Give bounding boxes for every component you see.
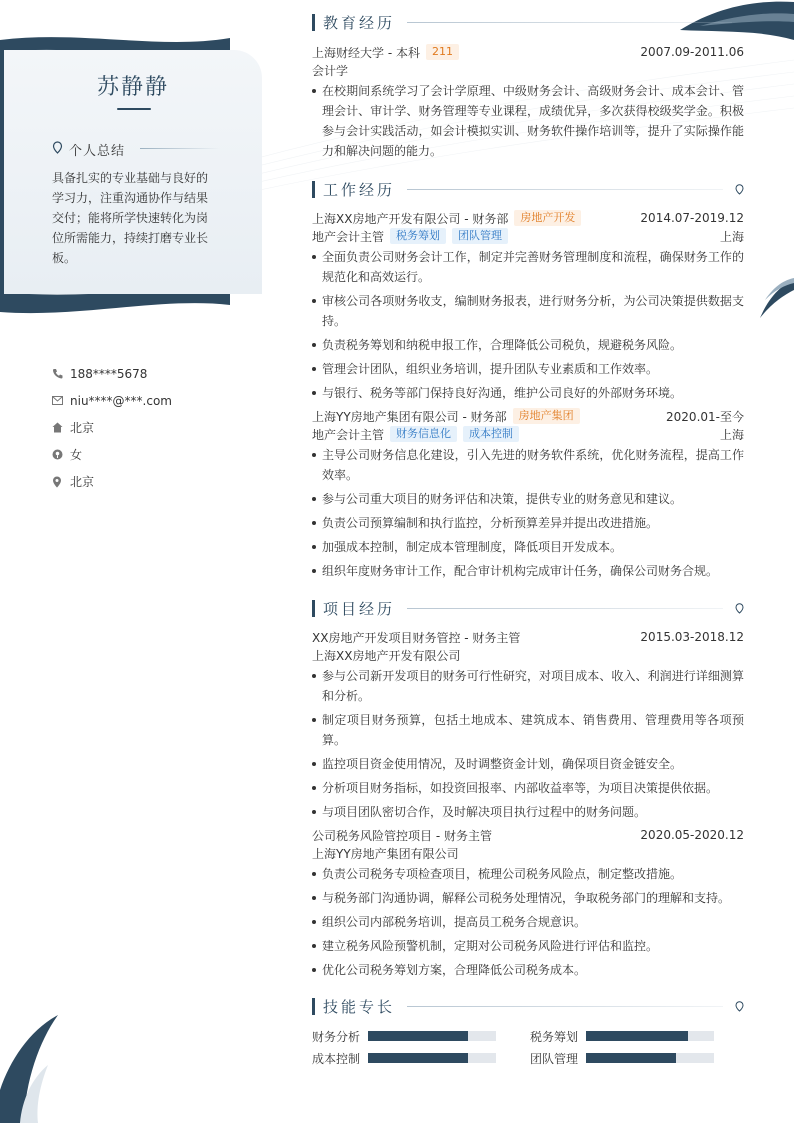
skill-fill [586,1031,688,1041]
project-row [312,826,744,844]
skill-fill [368,1031,468,1041]
candidate-name: 苏静静 [96,75,169,100]
project-row [312,628,744,646]
list-item: 与项目团队密切合作，及时解决项目执行过程中的财务问题。 [312,802,744,822]
job-row [312,407,744,425]
phone-icon [50,367,64,381]
skill-name: 税务筹划 [530,1029,579,1044]
location-pin-icon [735,997,744,1016]
list-item: 与银行、税务等部门保持良好沟通，维护公司良好的外部财务环境。 [312,383,744,403]
job-row [312,209,744,227]
list-item: 负责税务筹划和纳税申报工作，合理降低公司税负，规避税务风险。 [312,335,744,355]
contact-home [50,414,172,441]
skill-tag: 成本控制 [463,426,519,442]
skill-name: 财务分析 [312,1029,361,1044]
contact-home-value: 北京 [70,421,95,435]
skill-item [312,1027,530,1045]
job-role-row [312,425,744,443]
list-item: 全面负责公司财务会计工作，制定并完善财务管理制度和流程，确保财务工作的规范化和高效运行。 [312,247,744,287]
education-major: 会计学 [312,63,349,78]
education-section [312,11,744,165]
contact-gender-value: 女 [70,448,83,462]
summary-title: 个人总结 [69,144,126,159]
job-company: 上海XX房地产开发有限公司 - 财务部 [312,211,509,226]
skill-tag: 税务筹划 [390,228,446,244]
industry-tag: 房地产集团 [513,408,580,424]
list-item: 分析项目财务指标，如投资回报率、内部收益率等，为项目决策提供依据。 [312,778,744,798]
contact-email [50,387,172,414]
work-section [312,178,744,585]
skill-bar [368,1053,496,1063]
skill-name: 成本控制 [312,1051,361,1066]
skill-tag: 财务信息化 [390,426,457,442]
summary-heading-line [140,148,220,149]
project-org: 上海XX房地产开发有限公司 [312,648,461,663]
job-role-row [312,227,744,245]
skills-section [312,995,744,1067]
projects-heading: 项目经历 [312,597,744,619]
list-item: 优化公司税务筹划方案，合理降低公司税务成本。 [312,960,744,980]
list-item: 主导公司财务信息化建设，引入先进的财务软件系统，优化财务流程，提高工作效率。 [312,445,744,485]
job-date: 2014.07-2019.12 [640,211,744,225]
contact-location [50,468,172,495]
education-date: 2007.09-2011.06 [640,45,744,59]
skill-bar [586,1031,714,1041]
summary-heading [52,140,125,159]
list-item: 审核公司各项财务收支，编制财务报表，进行财务分析，为公司决策提供数据支持。 [312,291,744,331]
project-name: 公司税务风险管控项目 - 财务主管 [312,828,492,843]
list-item: 建立税务风险预警机制，定期对公司税务风险进行评估和监控。 [312,936,744,956]
skills-heading: 技能专长 [312,995,744,1017]
contact-phone-value: 188****5678 [70,366,148,381]
skill-item [530,1027,744,1045]
job-company: 上海YY房地产集团有限公司 - 财务部 [312,409,507,424]
location-pin-icon [735,180,744,199]
name-divider [117,108,151,110]
list-item: 负责公司税务专项检查项目，梳理公司税务风险点，制定整改措施。 [312,864,744,884]
job-role: 地产会计主管 [312,229,385,244]
skill-fill [586,1053,676,1063]
list-item: 加强成本控制，制定成本管理制度，降低项目开发成本。 [312,537,744,557]
skill-tag: 团队管理 [452,228,508,244]
location-pin-icon [52,141,63,158]
skill-bar [368,1031,496,1041]
contact-gender [50,441,172,468]
job-date: 2020.01-至今 [666,409,744,424]
contact-location-value: 北京 [70,475,95,489]
school-tag: 211 [426,44,459,60]
skill-item [530,1049,744,1067]
skill-name: 团队管理 [530,1051,579,1066]
mail-icon [50,394,64,408]
list-item: 组织年度财务审计工作，配合审计机构完成审计任务，确保公司财务合规。 [312,561,744,581]
skill-bar [586,1053,714,1063]
list-item: 制定项目财务预算，包括土地成本、建筑成本、销售费用、管理费用等各项预算。 [312,710,744,750]
list-item: 与税务部门沟通协调，解释公司税务处理情况，争取税务部门的理解和支持。 [312,888,744,908]
job-city: 上海 [719,427,744,442]
education-row [312,43,744,61]
home-icon [50,421,64,435]
contact-list [50,360,172,495]
job-role: 地产会计主管 [312,427,385,442]
list-item: 组织公司内部税务培训，提高员工税务合规意识。 [312,912,744,932]
location-pin-icon [735,599,744,618]
list-item: 在校期间系统学习了会计学原理、中级财务会计、高级财务会计、成本会计、管理会计、审计学、财务管理等专业课程，成绩优异，多次获得校级奖学金。积极参与会计实践活动，如会计模拟实训、财务软件操作培训等，提升了实际操作能力和解决问题的能力。 [312,81,744,161]
project-name: XX房地产开发项目财务管控 - 财务主管 [312,630,521,645]
projects-section [312,597,744,984]
list-item: 参与公司新开发项目的财务可行性研究，对项目成本、收入、利润进行详细测算和分析。 [312,666,744,706]
industry-tag: 房地产开发 [514,210,581,226]
contact-email-value: niu****@***.com [70,393,172,408]
list-item: 负责公司预算编制和执行监控，分析预算差异并提出改进措施。 [312,513,744,533]
project-date: 2020.05-2020.12 [640,828,744,842]
project-date: 2015.03-2018.12 [640,630,744,644]
project-org: 上海YY房地产集团有限公司 [312,846,459,861]
job-city: 上海 [719,229,744,244]
skill-item [312,1049,530,1067]
list-item: 管理会计团队，组织业务培训，提升团队专业素质和工作效率。 [312,359,744,379]
gender-icon [50,448,64,462]
school-name: 上海财经大学 - 本科 [312,45,420,60]
location-icon [50,475,64,489]
contact-phone [50,360,172,387]
summary-text: 具备扎实的专业基础与良好的学习力，注重沟通协作与结果交付；能将所学快速转化为岗位所需能力，持续打磨专业长板。 [52,171,209,265]
skill-fill [368,1053,468,1063]
list-item: 参与公司重大项目的财务评估和决策，提供专业的财务意见和建议。 [312,489,744,509]
list-item: 监控项目资金使用情况，及时调整资金计划，确保项目资金链安全。 [312,754,744,774]
skill-grid [312,1027,744,1067]
work-heading: 工作经历 [312,178,744,200]
education-heading: 教育经历 [312,11,744,33]
